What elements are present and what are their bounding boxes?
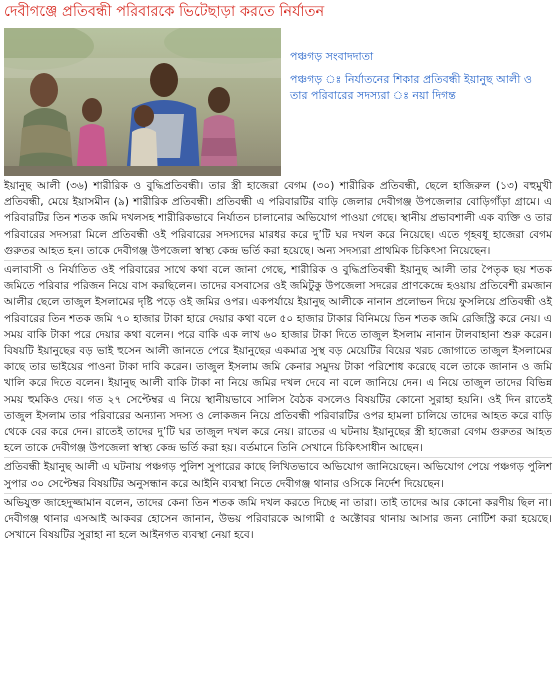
headline: দেবীগঞ্জে প্রতিবন্ধী পরিবারকে ভিটেছাড়া করতে নির্যাতন — [4, 4, 325, 20]
photo-caption: পঞ্চগড় ঃ নির্যাতনের শিকার প্রতিবন্ধী ইয়ানুছ আলী ও তার পরিবারের সদস্যরা ঃ নয়া দিগন্ত — [290, 73, 532, 102]
family-photo — [4, 28, 281, 176]
paragraph: অভিযুক্ত জাহেদুজ্জামান বলেন, তাদের কেনা তিন শতক জমি দখল করতে দিচ্ছে না তারা। তাই তাদের আর কোনো করণীয় ছিল না। দেবীগঞ্জ থানার এসআই আকবর হোসেন জানান, উভয় পরিবারকে আগামী ৫ অক্টোবর থানায় আসার জন্য নোটিশ করা হয়েছে। সেখানে বিষয়টির সুরাহা না হলে আইনগত ব্যবস্থা নেয়া হবে। — [4, 496, 552, 542]
article-body — [4, 178, 552, 543]
paragraph: প্রতিবন্ধী ইয়ানুছ আলী এ ঘটনায় পঞ্চগড় পুলিশ সুপারের কাছে লিখিতভাবে অভিযোগ জানিয়েছেন। অভিযোগ পেয়ে পঞ্চগড় পুলিশ সুপার ৩০ সেপ্টেম্বর বিষয়টির অনুসন্ধান করে আইনি ব্যবস্থা নিতে দেবীগঞ্জ থানার ওসিকে নির্দেশ দিয়েছেন। — [4, 461, 552, 490]
family-photo-illustration — [4, 28, 281, 176]
paragraph-divider — [4, 260, 552, 261]
paragraph-divider — [4, 493, 552, 494]
paragraph: এলাবাসী ও নির্যাতিত ওই পরিবারের সাথে কথা বলে জানা গেছে, শারীরিক ও বুদ্ধিপ্রতিবন্ধী ইয়ানুছ আলী তার পৈতৃক ছয় শতক জমিতে পরিবার পরিজন নিয়ে বাস করছিলেন। তাদের বসবাসের ওই জমিটুকু উপজেলা সদরের প্রাণকেন্দ্রে হওয়ায় প্রতিবেশী রমজান আলীর ছেলে তাজুল ইসলামের দৃষ্টি পড়ে ওই জমির ওপর। একপর্যায়ে ইয়ানুছ আলীকে নানান প্রলোভন দিয়ে ফুসলিয়ে প্রতিবন্ধী ওই পরিবারের তিন শতক জমি ৭০ হাজার টাকা হারে দেয়ার কথা বলে ৫০ হাজার টাকার বিনিময়ে তিন শতক জমি রেজিস্ট্রি করে নেয়। এ সময় বাকি টাকা পরে দেয়ার কথা বলেন। পরে বাকি এক লাখ ৬০ হাজার টাকা দিতে তাজুল ইসলাম নানান টালবাহানা শুরু করেন। বিষয়টি ইয়ানুছের বড় ভাই হুসেন আলী জানতে পেরে ইয়ানুছের একমাত্র সুস্থ বড় মেয়েটির বিয়ের খরচ জোগাতে তাজুল ইসলামের কাছে তার ভাইয়ের পাওনা টাকা দাবি করেন। তাজুল ইসলাম জমি কেনার সমুদয় টাকা পরিশোধ করেছে বলে তাকে জানান ও জমি খালি করে দিতে বলেন। ইয়ানুছ আলী বাকি টাকা না নিয়ে জমির দখল দেবে না বলে জানিয়ে দেন। এ নিয়ে তাজুল তাদের বিভিন্ন সময় হুমকিও দেয়। গত ২৭ সেপ্টেম্বর এ নিয়ে স্থানীয়ভাবে সালিস বৈঠক বসলেও বিষয়টির কোনো সুরাহা হয়নি। ওই দিন রাতেই তাজুল ইসলাম তার পরিবারের অন্যান্য সদস্য ও লোকজন নিয়ে প্রতিবন্ধী পরিবারটির ওপর হামলা চালিয়ে তাদের আহত করে বাড়ি থেকে বের করে দেন। রাতেই তাদের দু’টি ঘর তাজুল দখল করে নেয়। রাতের এ ঘটনায় ইয়ানুছের স্ত্রী হাজেরা বেগম গুরুতর আহত হলে তাকে দেবীগঞ্জ উপজেলা স্বাস্থ্য কেন্দ্র ভর্তি করা হয়। বর্তমানে তিনি সেখানে চিকিৎসাধীন আছেন। — [4, 264, 552, 455]
paragraph: ইয়ানুছ আলী (৩৬) শারীরিক ও বুদ্ধিপ্রতিবন্ধী। তার স্ত্রী হাজেরা বেগম (৩০) শারীরিক প্রতিবন্ধী, ছেলে হাজিরুল (১৩) বহুমুখী প্রতিবন্ধী, মেয়ে ইয়াসমীন (৯) শারীরিক প্রতিবন্ধী। প্রতিবন্ধী এ পরিবারটির বাড়ি জেলার দেবীগঞ্জ উপজেলার বোড়িগাঁড়া গ্রামে। এ পরিবারটির তিন শতক জমি দখলসহ শারীরিকভাবে নির্যাতন চালানোর অভিযোগ পাওয়া গেছে। স্থানীয় প্রভাবশালী এক ব্যক্তি ও তার পরিবারের সদস্যরা মিলে প্রতিবন্ধী ওই পরিবারের সদস্যদের মারধর করে দু’টি ঘর দখল করে নিয়েছে। এতে গৃহবধূ হাজেরা বেগম গুরুতর আহত হন। তাকে দেবীগঞ্জ উপজেলা স্বাস্থ্য কেন্দ্র ভর্তি করা হয়েছে। অন্য সদস্যরা প্রাথমিক চিকিৎসা নিয়েছেন। — [4, 180, 552, 257]
paragraph-divider — [4, 457, 552, 458]
byline: পঞ্চগড় সংবাদদাতা — [290, 50, 374, 63]
